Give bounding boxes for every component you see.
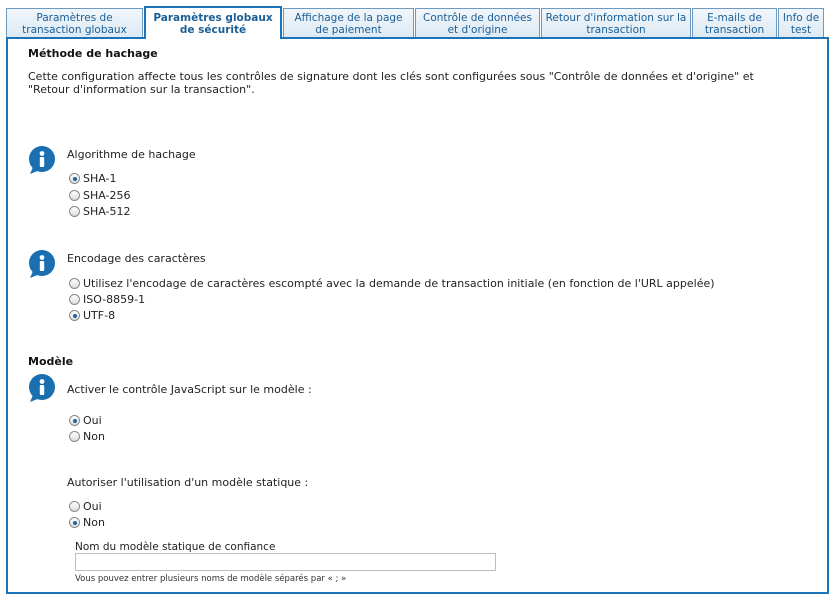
option-label: SHA-1 <box>83 172 117 185</box>
js-check-label: Activer le contrôle JavaScript sur le modèle : <box>67 383 312 396</box>
tab-label: Affichage de la page de paiement <box>294 12 403 36</box>
radio-button[interactable] <box>69 294 80 305</box>
trusted-template-name-hint: Vous pouvez entrer plusieurs noms de modèle séparés par « ; » <box>75 574 347 584</box>
option-label: SHA-256 <box>83 189 131 202</box>
option-label: Non <box>83 516 105 529</box>
static-template-option-yes[interactable] <box>69 500 102 513</box>
radio-button[interactable] <box>69 501 80 512</box>
radio-button[interactable] <box>69 206 80 217</box>
tab-payment-page-display[interactable] <box>283 8 414 39</box>
option-label: ISO-8859-1 <box>83 293 146 306</box>
option-label: UTF-8 <box>83 309 116 322</box>
tab-global-transaction-params[interactable] <box>6 8 143 39</box>
hash-option-sha256[interactable] <box>69 189 131 202</box>
info-icon <box>27 145 57 175</box>
radio-button[interactable] <box>69 173 80 184</box>
encoding-label: Encodage des caractères <box>67 252 206 265</box>
tab-label: Paramètres globaux de sécurité <box>153 11 273 36</box>
encoding-option-url-based[interactable] <box>69 277 715 290</box>
tab-data-origin-check[interactable] <box>415 8 540 39</box>
option-label: SHA-512 <box>83 205 131 218</box>
option-label: Utilisez l'encodage de caractères escompté avec la demande de transaction initiale (en fonction de l'URL appelée) <box>83 277 715 290</box>
tab-transaction-emails[interactable] <box>692 8 777 39</box>
option-label: Non <box>83 430 105 443</box>
option-label: Oui <box>83 500 102 513</box>
static-template-label: Autoriser l'utilisation d'un modèle statique : <box>67 476 309 489</box>
security-settings-panel <box>6 37 829 594</box>
tab-test-info[interactable] <box>778 8 824 39</box>
tab-label: E-mails de transaction <box>704 12 765 36</box>
encoding-option-iso-8859-1[interactable] <box>69 293 145 306</box>
option-label: Oui <box>83 414 102 427</box>
trusted-template-name-input[interactable] <box>75 553 496 571</box>
radio-button[interactable] <box>69 517 80 528</box>
radio-button[interactable] <box>69 190 80 201</box>
radio-button[interactable] <box>69 310 80 321</box>
hash-algorithm-label: Algorithme de hachage <box>67 148 196 161</box>
js-check-option-no[interactable] <box>69 430 105 443</box>
radio-button[interactable] <box>69 278 80 289</box>
js-check-option-yes[interactable] <box>69 414 102 427</box>
hash-method-title: Méthode de hachage <box>28 47 158 60</box>
template-section-title: Modèle <box>28 355 74 368</box>
tab-transaction-feedback[interactable] <box>541 8 691 39</box>
static-template-option-no[interactable] <box>69 516 105 529</box>
tab-global-security-params[interactable] <box>144 6 282 39</box>
hash-option-sha512[interactable] <box>69 205 131 218</box>
tab-label: Info de test <box>782 12 820 36</box>
encoding-option-utf-8[interactable] <box>69 309 115 322</box>
radio-button[interactable] <box>69 431 80 442</box>
info-icon <box>27 249 57 279</box>
info-icon <box>27 373 57 403</box>
tab-label: Paramètres de transaction globaux <box>22 12 127 36</box>
hash-option-sha1[interactable] <box>69 172 117 185</box>
settings-tab-bar <box>6 6 829 37</box>
radio-button[interactable] <box>69 415 80 426</box>
tab-label: Contrôle de données et d'origine <box>422 12 532 36</box>
hash-method-description: Cette configuration affecte tous les contrôles de signature dont les clés sont configurées sous "Contrôle de données et d'origine" et "Retour d'information sur la transaction". <box>28 70 754 96</box>
trusted-template-name-label: Nom du modèle statique de confiance <box>75 541 276 553</box>
tab-label: Retour d'information sur la transaction <box>545 12 687 36</box>
